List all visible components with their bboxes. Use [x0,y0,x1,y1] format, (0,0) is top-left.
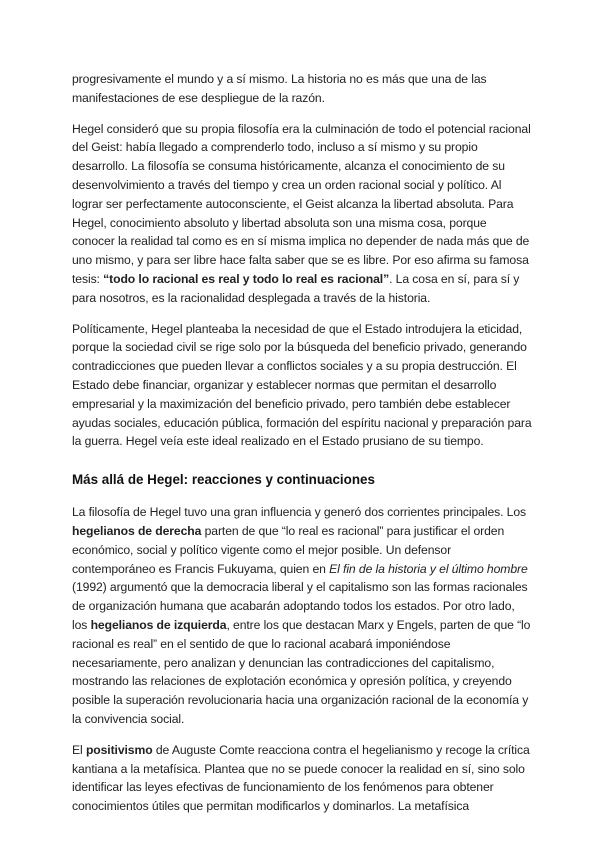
paragraph-influencia [72,503,532,729]
famous-thesis-bold: “todo lo racional es real y todo lo real es racional” [103,271,390,286]
paragraph-culminacion [72,120,532,308]
paragraph-positivismo-text-2: de Auguste Comte reacciona contra el hegelianismo y recoge la crítica kantiana a la metafísica. Plantea que no se puede conocer la realidad en sí, sino solo identificar las leyes efectivas de funcionamiento de los fenómenos para obtener conocimientos útiles que permitan modificarlos y dominarlos. La metafísica [72,742,530,814]
paragraph-culminacion-text: Hegel consideró que su propia filosofía era la culminación de todo el potencial racional del Geist: había llegado a comprenderlo todo, incluso a sí mismo y su propio desarrollo. La filosofía se consuma históricamente, alcanza el conocimiento de su desenvolvimiento a través del tiempo y crea un orden racional social y político. Al lograr ser perfectamente autoconsciente, el Geist alcanza la libertad absoluta. Para Hegel, conocimiento absoluto y libertad absoluta son una misma cosa, porque conocer la realidad tal como es en sí misma implica no depender de nada más que de uno mismo, y para ser libre hace falta saber que se es libre. Por eso afirma su famosa tesis: [72,121,531,286]
hegelianos-derecha-bold: hegelianos de derecha [72,523,202,538]
paragraph-historia-text: progresivamente el mundo y a sí mismo. La historia no es más que una de las manifestaciones de ese despliegue de la razón. [72,72,487,105]
paragraph-influencia-text-4: , entre los que destacan Marx y Engels, parten de que “lo racional es real” en el sentido de que lo racional acabará imponiéndose necesariamente, pero analizan y denuncian las contradicciones del capitalismo, mostrando las relaciones de explotación económica y opresión política, y creyendo posible la superación revolucionaria hacia una organización racional de la economía y la convivencia social. [72,617,531,726]
paragraph-politica-text: Políticamente, Hegel planteaba la necesidad de que el Estado introdujera la eticidad, porque la sociedad civil se rige solo por la búsqueda del beneficio privado, generando contradicciones que pueden llevar a conflictos sociales y a su propia destrucción. El Estado debe financiar, organizar y establecer normas que permitan el desarrollo empresarial y la maximización del beneficio privado, pero también debe establecer ayudas sociales, educación pública, formación del espíritu nacional y preparación para la guerra. Hegel veía este ideal realizado en el Estado prusiano de su tiempo. [72,321,532,449]
document-body [72,70,532,828]
hegelianos-izquierda-bold: hegelianos de izquierda [90,617,227,632]
book-title-italic: El fin de la historia y el último hombre [329,561,528,576]
paragraph-politica [72,320,532,452]
section-heading: Más allá de Hegel: reacciones y continuaciones [72,472,375,488]
paragraph-culminacion-tail: . La cosa en sí, para sí y para nosotros, es la racionalidad desplegada a través de la historia. [72,271,520,305]
paragraph-influencia-text: La filosofía de Hegel tuvo una gran influencia y generó dos corrientes principales. Los [72,505,527,520]
paragraph-historia [72,70,532,108]
paragraph-positivismo-text: El [72,742,86,757]
positivismo-bold: positivismo [85,742,153,757]
paragraph-influencia-text-2: parten de que “lo real es racional” para justificar el orden económico, social y político vigente como el mejor posible. Un defensor contemporáneo es Francis Fukuyama, quien en [72,523,505,576]
paragraph-influencia-text-3: (1992) argumentó que la democracia liberal y el capitalismo son las formas racionales de organización humana que acabarán adoptando todos los estados. Por otro lado, los [72,580,528,632]
paragraph-positivismo [72,741,532,816]
